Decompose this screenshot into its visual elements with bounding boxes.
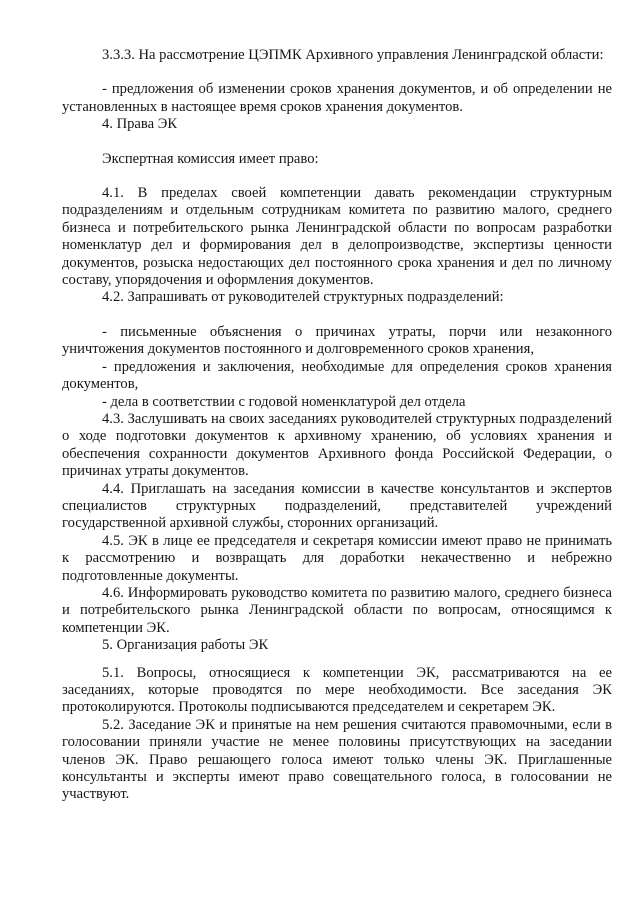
clause-4-2-item-3: - дела в соответствии с годовой номенклатурой дел отдела bbox=[102, 393, 466, 410]
section-4-intro: Экспертная комиссия имеет право: bbox=[102, 150, 319, 167]
clause-3-3-3-item: - предложения об изменении сроков хранения документов, и об определении не установленных в настоящее время сроков хранения документов. bbox=[62, 81, 612, 115]
clause-4-4: 4.4. Приглашать на заседания комиссии в качестве консультантов и экспертов специалистов структурных подразделений, представителей учреждений государственной архивной службы, сторонних организаций. bbox=[62, 480, 612, 532]
clause-4-1: 4.1. В пределах своей компетенции давать рекомендации структурным подразделениям и отдельным сотрудникам комитета по развитию малого, среднего бизнеса и потребительского рынка Ленинградской области по вопросам разработки номенклатур дел и формирования дел в делопроизводстве, экспертизы ценности документов, розыска недостающих дел постоянного срока хранения и дел по личному составу, упорядочения и оформления документов. bbox=[62, 185, 612, 289]
clause-3-3-3: 3.3.3. На рассмотрение ЦЭПМК Архивного управления Ленинградской области: bbox=[102, 47, 604, 63]
clause-4-5: 4.5. ЭК в лице ее председателя и секретаря комиссии имеют право не принимать к рассмотрению и возвращать для доработки некачественно и небрежно подготовленные документы. bbox=[62, 532, 612, 584]
clause-5-1: 5.1. Вопросы, относящиеся к компетенции ЭК, рассматриваются на ее заседаниях, которые проводятся по мере необходимости. Все заседания ЭК протоколируются. Протоколы подписываются председателем и секретарем ЭК. bbox=[62, 664, 612, 716]
document-page bbox=[62, 47, 612, 804]
section-heading-4: 4. Права ЭК bbox=[102, 116, 178, 133]
clause-4-6: 4.6. Информировать руководство комитета по развитию малого, среднего бизнеса и потребительского рынка Ленинградской области по вопросам, относящимся к компетенции ЭК. bbox=[62, 584, 612, 636]
clause-4-2-item-2: - предложения и заключения, необходимые для определения сроков хранения документов, bbox=[62, 358, 612, 393]
clause-4-3: 4.3. Заслушивать на своих заседаниях руководителей структурных подразделений о ходе подготовки документов к архивному хранению, об условиях хранения и обеспечения сохранности документов Архивного фонда Российской Федерации, о причинах утраты документов. bbox=[62, 410, 612, 480]
clause-4-2: 4.2. Запрашивать от руководителей структурных подразделений: bbox=[102, 289, 504, 306]
clause-4-2-item-1: - письменные объяснения о причинах утраты, порчи или незаконного уничтожения документов постоянного и долговременного сроков хранения, bbox=[62, 323, 612, 358]
section-heading-5: 5. Организация работы ЭК bbox=[102, 637, 269, 654]
clause-5-2: 5.2. Заседание ЭК и принятые на нем решения считаются правомочными, если в голосовании приняли участие не менее половины присутствующих на заседании членов ЭК. Право решающего голоса имеют только члены ЭК. Приглашенные консультанты и эксперты имеют право совещательного голоса, в голосовании не участвуют. bbox=[62, 716, 612, 803]
